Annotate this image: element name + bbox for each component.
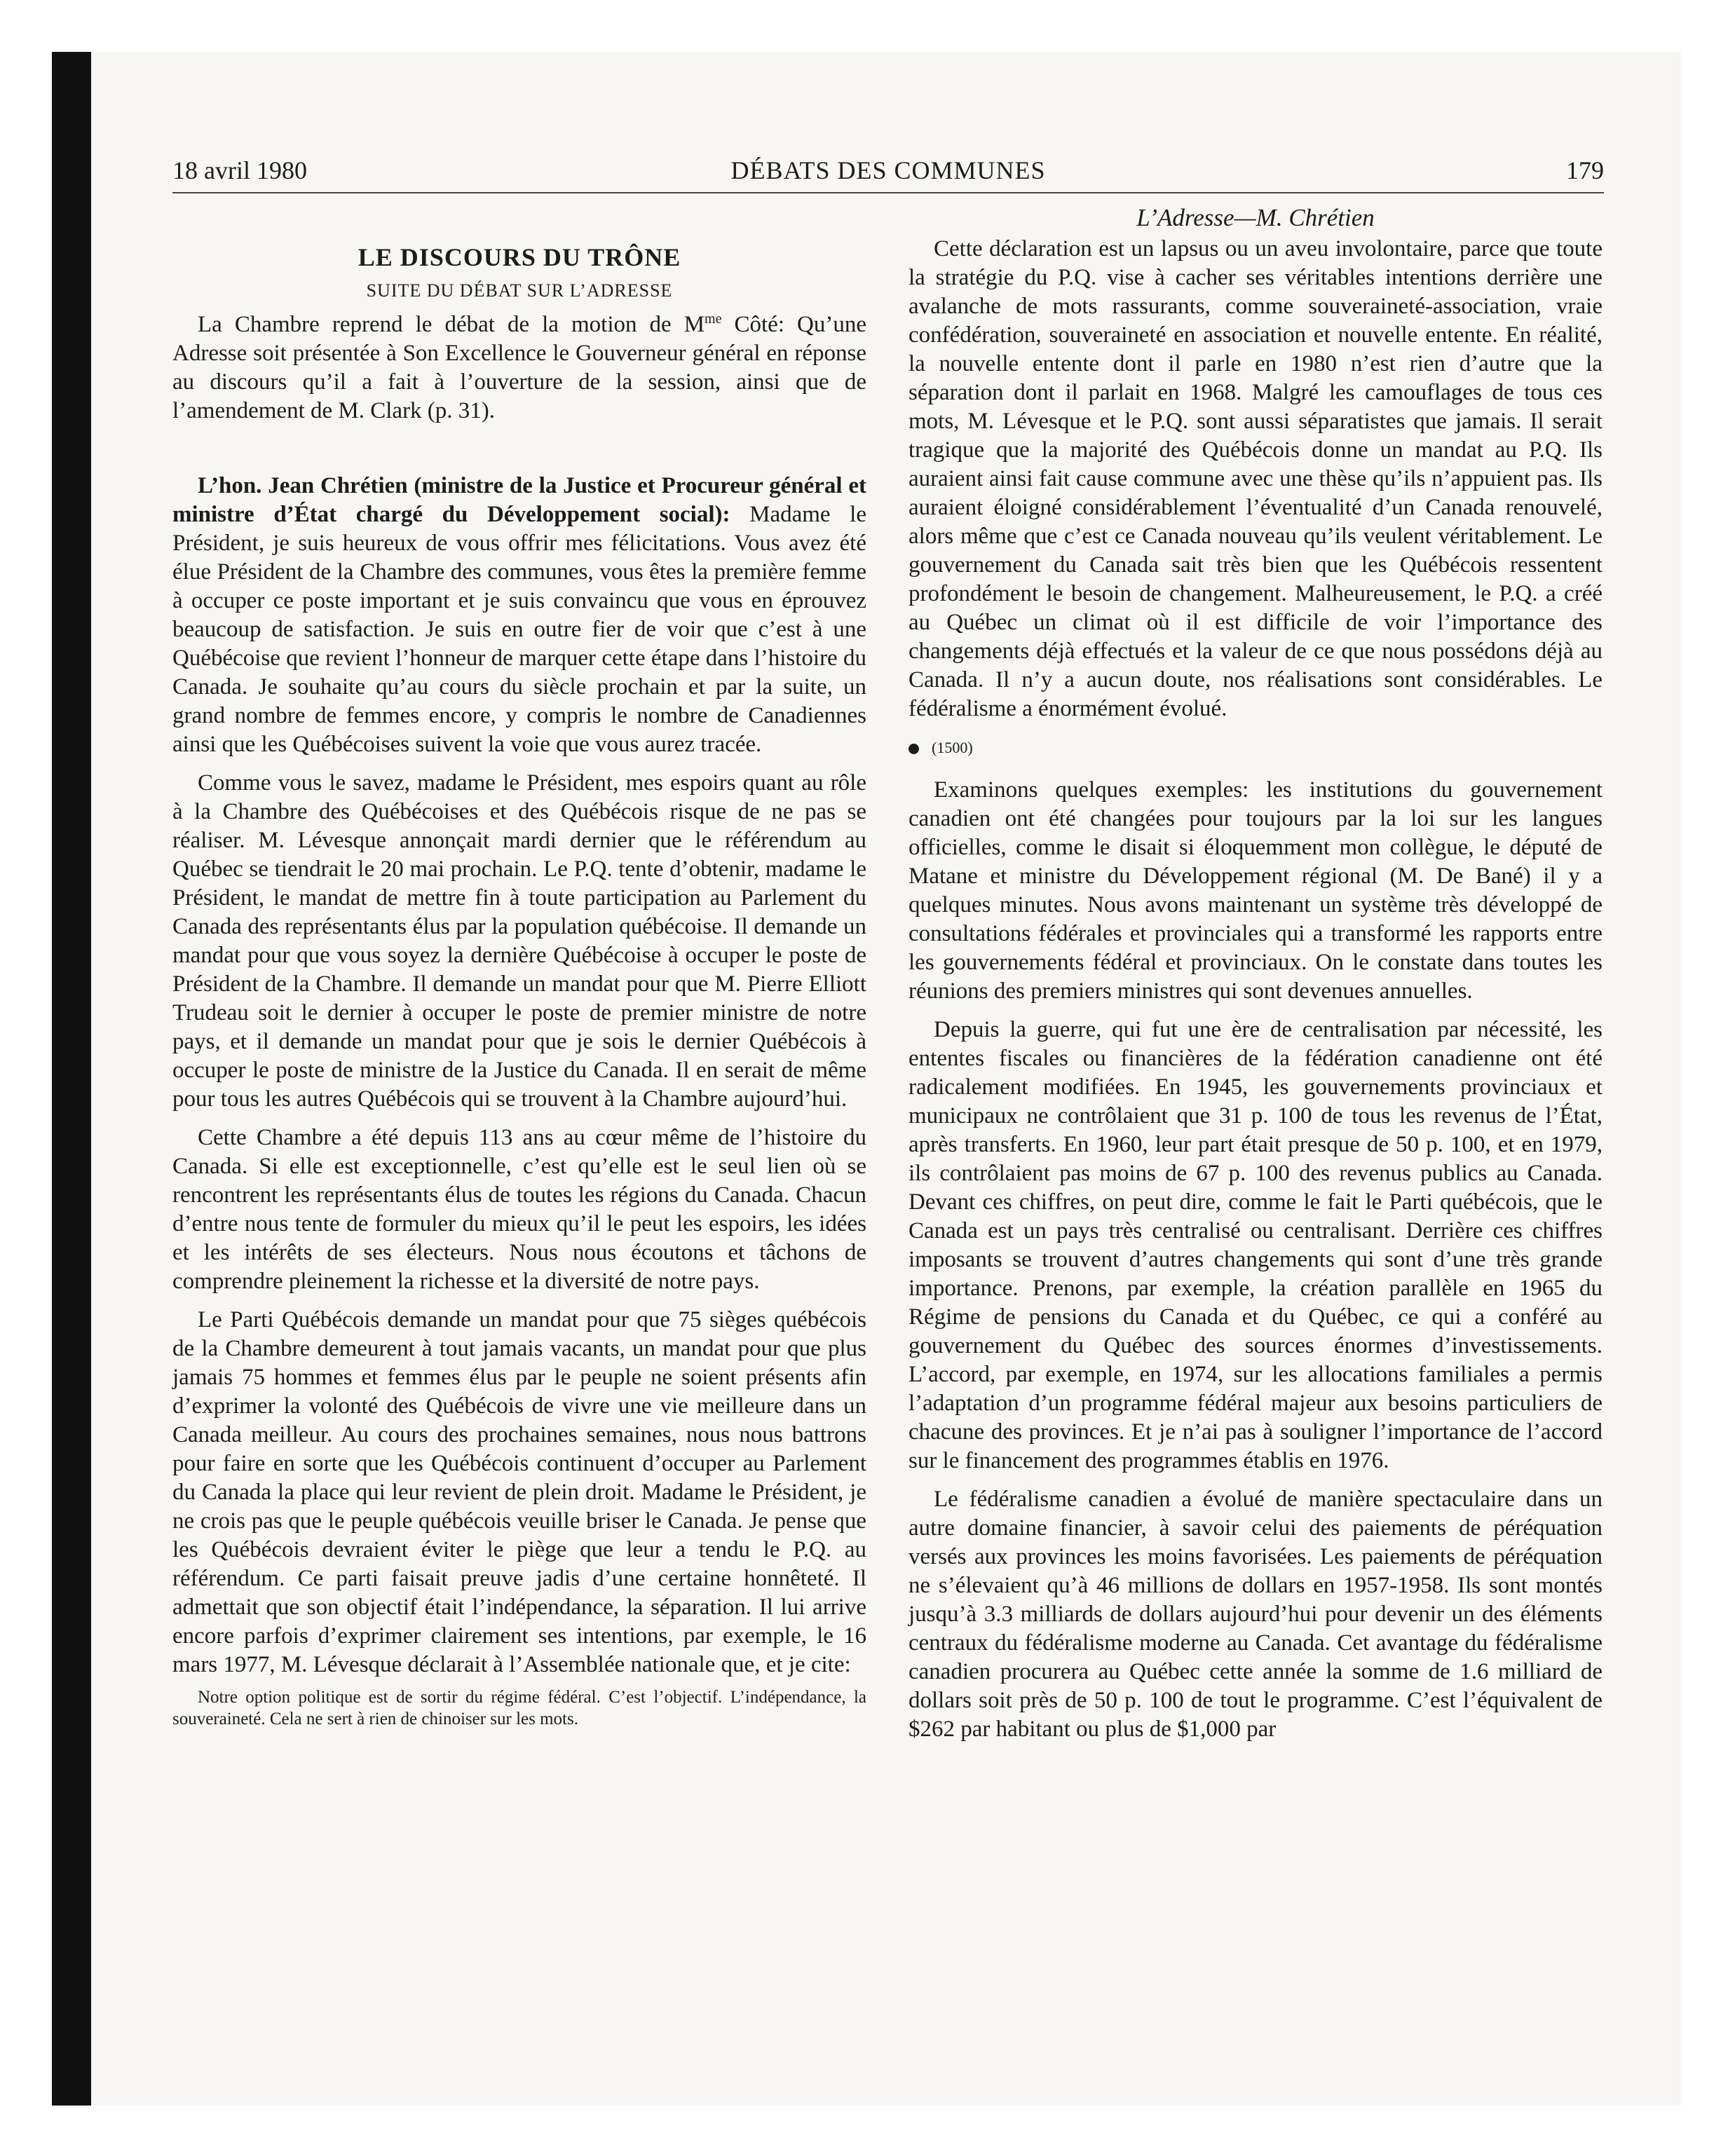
- block-quote: Notre option politique est de sortir du régime fédéral. C’est l’objectif. L’indépendance, la souveraineté. Cela ne sert à rien de chinoiser sur les mots.: [172, 1688, 866, 1728]
- speaker-name: L’hon. Jean Chrétien (ministre de la Justice et Procureur général et ministre d’État chargé du Développement social):: [172, 473, 866, 527]
- header-date: 18 avril 1980: [172, 156, 307, 184]
- body-paragraph: Comme vous le savez, madame le Président, mes espoirs quant au rôle à la Chambre des Québécoises et des Québécois risque de ne pas se réaliser. M. Lévesque annonçait mardi dernier que le référendum au Québec se tiendrait le 20 mai prochain. Le P.Q. tente d’obtenir, madame le Président, le mandat de mettre fin à toute participation au Parlement du Canada des représentants élus par la population québécoise. Il demande un mandat pour que vous soyez la dernière Québécoise à occuper le poste de Président de la Chambre. Il demande un mandat pour que M. Pierre Elliott Trudeau soit le dernier à occuper le poste de premier ministre de notre pays, et il demande un mandat pour que je sois le dernier Québécois à occuper le poste de ministre de la Justice du Canada. Il en serait de même pour tous les autres Québécois qui se trouvent à la Chambre aujourd’hui.: [172, 770, 866, 1112]
- motion-superscript: me: [705, 311, 722, 327]
- running-title: L’Adresse—M. Chrétien: [1136, 204, 1375, 231]
- body-paragraph: Depuis la guerre, qui fut une ère de centralisation par nécessité, les ententes fiscales ou financières de la fédération canadienne ont été radicalement modifiées. En 1945, les gouvernements provinciaux et municipaux ne contrôlaient que 31 p. 100 de tous les revenus de l’État, après transferts. En 1960, leur part était presque de 50 p. 100, et en 1979, ils contrôlaient pas moins de 67 p. 100 des revenus publics au Canada. Devant ces chiffres, on peut dire, comme le fait le Parti québécois, que le Canada est un pays très centralisé ou centralisant. Derrière ces chiffres imposants se trouvent d’autres changements qui sont d’une très grande importance. Prenons, par exemple, la création parallèle en 1965 du Régime de pensions du Canada et du Québec, ce qui a conféré au gouvernement du Québec des sources énormes d’investissements. L’accord, par exemple, en 1974, sur les allocations familiales a permis l’adaptation d’un programme fédéral majeur aux besoins particuliers de chacune des provinces. Et je n’ai pas à souligner l’importance de l’accord sur le financement des programmes établis en 1976.: [909, 1017, 1603, 1473]
- body-paragraph: Cette Chambre a été depuis 113 ans au cœur même de l’histoire du Canada. Si elle est exceptionnelle, c’est qu’elle est le seul lien où se rencontrent les représentants élus de toutes les régions du Canada. Chacun d’entre nous tente de formuler du mieux qu’il le peut les espoirs, les idées et les intérêts de ses électeurs. Nous nous écoutons et tâchons de comprendre pleinement la richesse et la diversité de notre pays.: [172, 1125, 866, 1294]
- page-header: [172, 156, 1604, 193]
- body-paragraph: Examinons quelques exemples: les institutions du gouvernement canadien ont été changées pour toujours par la loi sur les langues officielles, comme le disait si éloquemment mon collègue, le député de Matane et ministre du Développement régional (M. De Bané) il y a quelques minutes. Nous avons maintenant un système très développé de consultations fédérales et provinciales qui a transformé les rapports entre les gouvernements fédéral et provinciaux. On le constate dans toutes les réunions des premiers ministres qui sont devenues annuelles.: [909, 777, 1603, 1004]
- body-paragraph: Le fédéralisme canadien a évolué de manière spectaculaire dans un autre domaine financier, à savoir celui des paiements de péréquation versés aux provinces les moins favorisées. Les paiements de péréquation ne s’élevaient qu’à 46 millions de dollars en 1957-1958. Ils sont montés jusqu’à 3.3 milliards de dollars aujourd’hui pour devenir un des éléments centraux du fédéralisme moderne au Canada. Cet avantage du fédéralisme canadien procurera au Québec cette année la somme de 1.6 milliard de dollars soit près de 50 p. 100 de tout le programme. C’est l’équivalent de $262 par habitant ou plus de $1,000 par: [909, 1487, 1603, 1742]
- right-column: [909, 203, 1603, 1744]
- section-subtitle: SUITE DU DÉBAT SUR L’ADRESSE: [366, 280, 673, 301]
- header-publication: DÉBATS DES COMMUNES: [730, 156, 1046, 184]
- speech-paragraph: L’hon. Jean Chrétien (ministre de la Justice et Procureur général et ministre d’État chargé du Développement social): Madame le Président, je suis heureux de vous offrir mes félicitations. Vous avez été élue Président de la Chambre des communes, vous êtes la première femme à occuper ce poste important et je suis convaincu que vous en éprouvez beaucoup de satisfaction. Je suis en outre fier de voir que c’est à une Québécoise que revient l’honneur de marquer cette étape dans l’histoire du Canada. Je souhaite qu’au cours du siècle prochain et par la suite, un grand nombre de femmes encore, y compris le nombre de Canadiennes ainsi que les Québécoises suivent la voie que vous aurez tracée.: [172, 473, 866, 757]
- time-marker: (1500): [909, 733, 1603, 762]
- body-paragraph: Le Parti Québécois demande un mandat pour que 75 sièges québécois de la Chambre demeurent à tout jamais vacants, un mandat pour que plus jamais 75 hommes et femmes élus par le peuple ne soient présents afin d’exprimer la volonté des Québécois de vivre une vie meilleure dans un Canada meilleur. Au cours des prochaines semaines, nous nous battrons pour faire en sorte que les Québécois continuent d’occuper au Parlement du Canada la place qui leur revient de plein droit. Madame le Président, je ne crois pas que le peuple québécois veuille briser le Canada. Je pense que les Québécois devraient éviter le piège que leur a tendu le P.Q. au référendum. Ce parti faisait preuve jadis d’une certaine honnêteté. Il admettait que son objectif était l’indépendance, la séparation. Il lui arrive encore parfois d’exprimer clairement ses intentions, par exemple, le 16 mars 1977, M. Lévesque déclarait à l’Assemblée nationale que, et je cite:: [172, 1307, 866, 1677]
- motion-paragraph: La Chambre reprend le débat de la motion de $M^{me}$ Côté: Qu’une Adresse soit présentée à Son Excellence le Gouverneur général en réponse au discours qu’il a fait à l’ouverture de la session, ainsi que de l’amendement de M. Clark (p. 31).: [172, 311, 866, 423]
- scan-edge: [52, 52, 91, 2106]
- header-page-number: 179: [1566, 156, 1604, 184]
- bullet-icon: [909, 744, 919, 754]
- section-title: LE DISCOURS DU TRÔNE: [358, 243, 681, 271]
- left-column: [172, 203, 866, 1730]
- body-paragraph: Cette déclaration est un lapsus ou un aveu involontaire, parce que toute la stratégie du P.Q. vise à cacher ses véritables intentions derrière une avalanche de mots rassurants, comme souveraineté-association, vraie confédération, souveraineté en association et nouvelle entente. En réalité, la nouvelle entente dont il parle en 1980 n’est rien d’autre que la séparation dont il parlait en 1968. Malgré les camouflages de tous ces mots, M. Lévesque et le P.Q. sont aussi séparatistes que jamais. Il serait tragique que la majorité des Québécois donne un mandat au P.Q. Ils auraient ainsi fait cause commune avec une thèse qu’ils n’appuient pas. Ils auraient éloigné considérablement l’éventualité d’un Canada renouvelé, alors même que c’est ce Canada nouveau qu’ils veulent véritablement. Le gouvernement du Canada sait très bien que les Québécois ressentent profondément le besoin de changement. Malheureusement, le P.Q. a créé au Québec un climat où il est difficile de voir l’importance des changements déjà effectués et la valeur de ce que nous possédons déjà au Canada. Il n’y a aucun doute, nos réalisations sont considérables. Le fédéralisme a énormément évolué.: [909, 236, 1603, 721]
